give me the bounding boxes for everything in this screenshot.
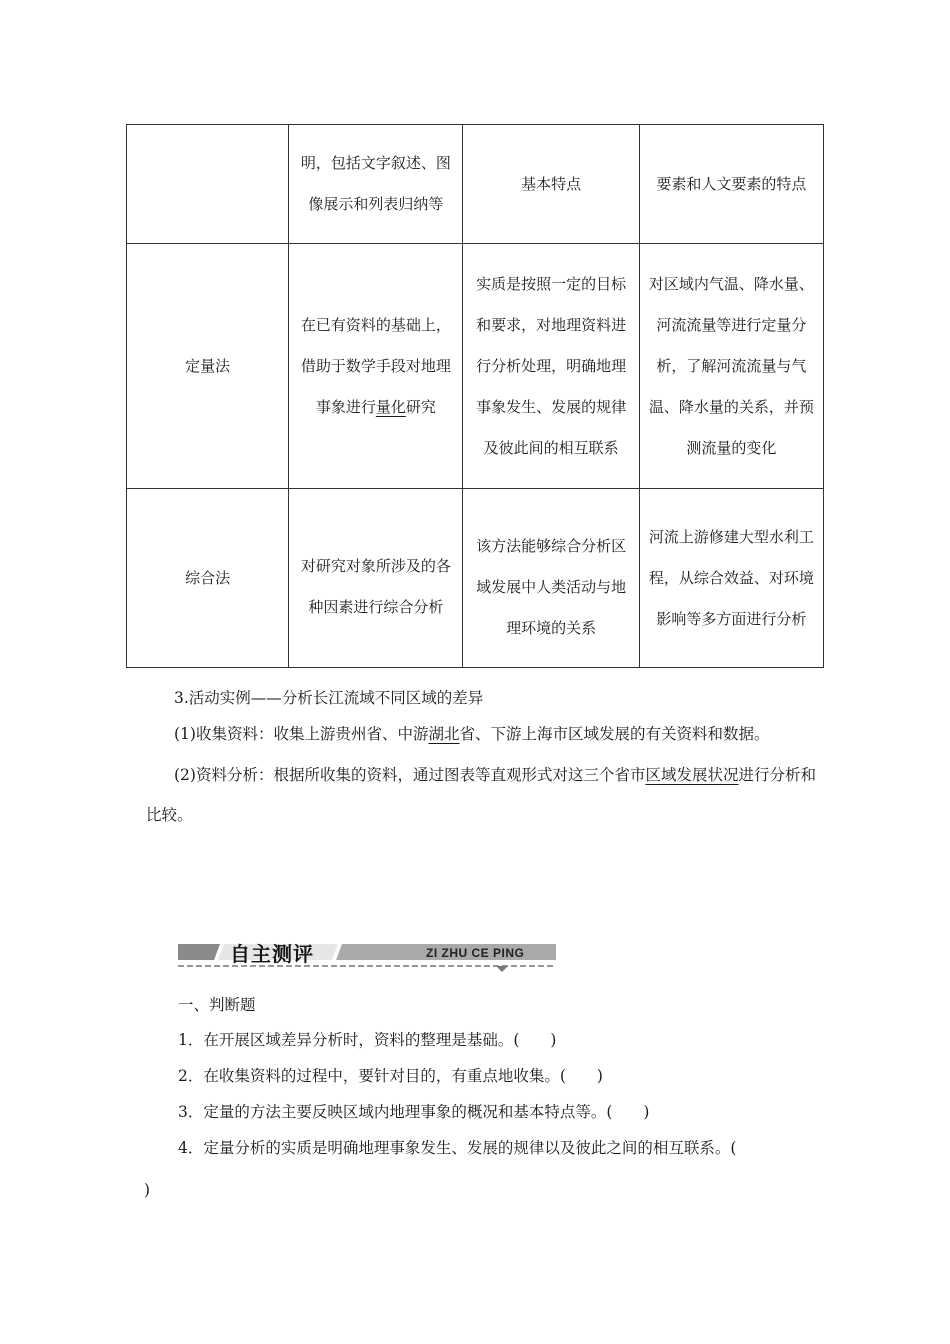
paragraph-text: 进行分析和比较。 [146,766,816,824]
table-cell-definition: 对研究对象所涉及的各种因素进行综合分析 [289,489,463,668]
activity-step-analyze [146,755,826,835]
methods-table [126,124,824,668]
quiz-question: 2．在收集资料的过程中，要针对目的，有重点地收集。( ) [178,1067,603,1085]
paragraph-text: (2)资料分析：根据所收集的资料，通过图表等直观形式对这三个省市 [174,766,646,784]
cell-text: 在已有资料的基础上，借助于数学手段对地理事象进行 [300,315,451,416]
table-row [127,244,824,489]
paragraph-text: (1)收集资料：收集上游贵州省、中游 [174,725,429,743]
table-cell-purpose: 实质是按照一定的目标和要求，对地理资料进行分析处理，明确地理事象发生、发展的规律及彼此间的相互联系 [463,244,639,489]
quiz-heading: 一、判断题 [178,996,256,1014]
banner-title: 自主测评 [230,942,314,966]
table-cell-purpose: 该方法能够综合分析区域发展中人类活动与地理环境的关系 [463,489,639,668]
table-cell-method: 综合法 [127,489,289,668]
paragraph-text: 省、下游上海市区域发展的有关资料和数据。 [459,725,770,743]
underlined-keyword: 区域发展状况 [645,766,739,784]
table-cell-definition: 明，包括文字叙述、图像展示和列表归纳等 [289,125,463,244]
table-cell-example: 河流上游修建大型水利工程，从综合效益、对环境影响等多方面进行分析 [639,489,823,668]
quiz-question: 4．定量分析的实质是明确地理事象发生、发展的规律以及彼此之间的相互联系。( [178,1139,737,1157]
activity-step-collect [174,714,770,754]
table-cell-example: 要素和人文要素的特点 [639,125,823,244]
table-row [127,489,824,668]
table-cell-purpose: 基本特点 [463,125,639,244]
table-cell-definition [289,244,463,489]
section-banner [178,940,556,976]
table-cell-method [127,125,289,244]
quiz-question-continuation: ) [144,1181,151,1199]
banner-subtitle: ZI ZHU CE PING [426,946,525,960]
quiz-question: 3．定量的方法主要反映区域内地理事象的概况和基本特点等。( ) [178,1103,650,1121]
quiz-question: 1．在开展区域差异分析时，资料的整理是基础。( ) [178,1031,557,1049]
table-cell-method: 定量法 [127,244,289,489]
table-cell-example: 对区域内气温、降水量、河流流量等进行定量分析，了解河流流量与气温、降水量的关系，并预测流量的变化 [639,244,823,489]
cell-text: 研究 [405,397,436,416]
underlined-keyword: 量化 [375,397,406,416]
table-row [127,125,824,244]
activity-title: 3.活动实例——分析长江流域不同区域的差异 [174,689,484,707]
underlined-keyword: 湖北 [428,725,460,743]
